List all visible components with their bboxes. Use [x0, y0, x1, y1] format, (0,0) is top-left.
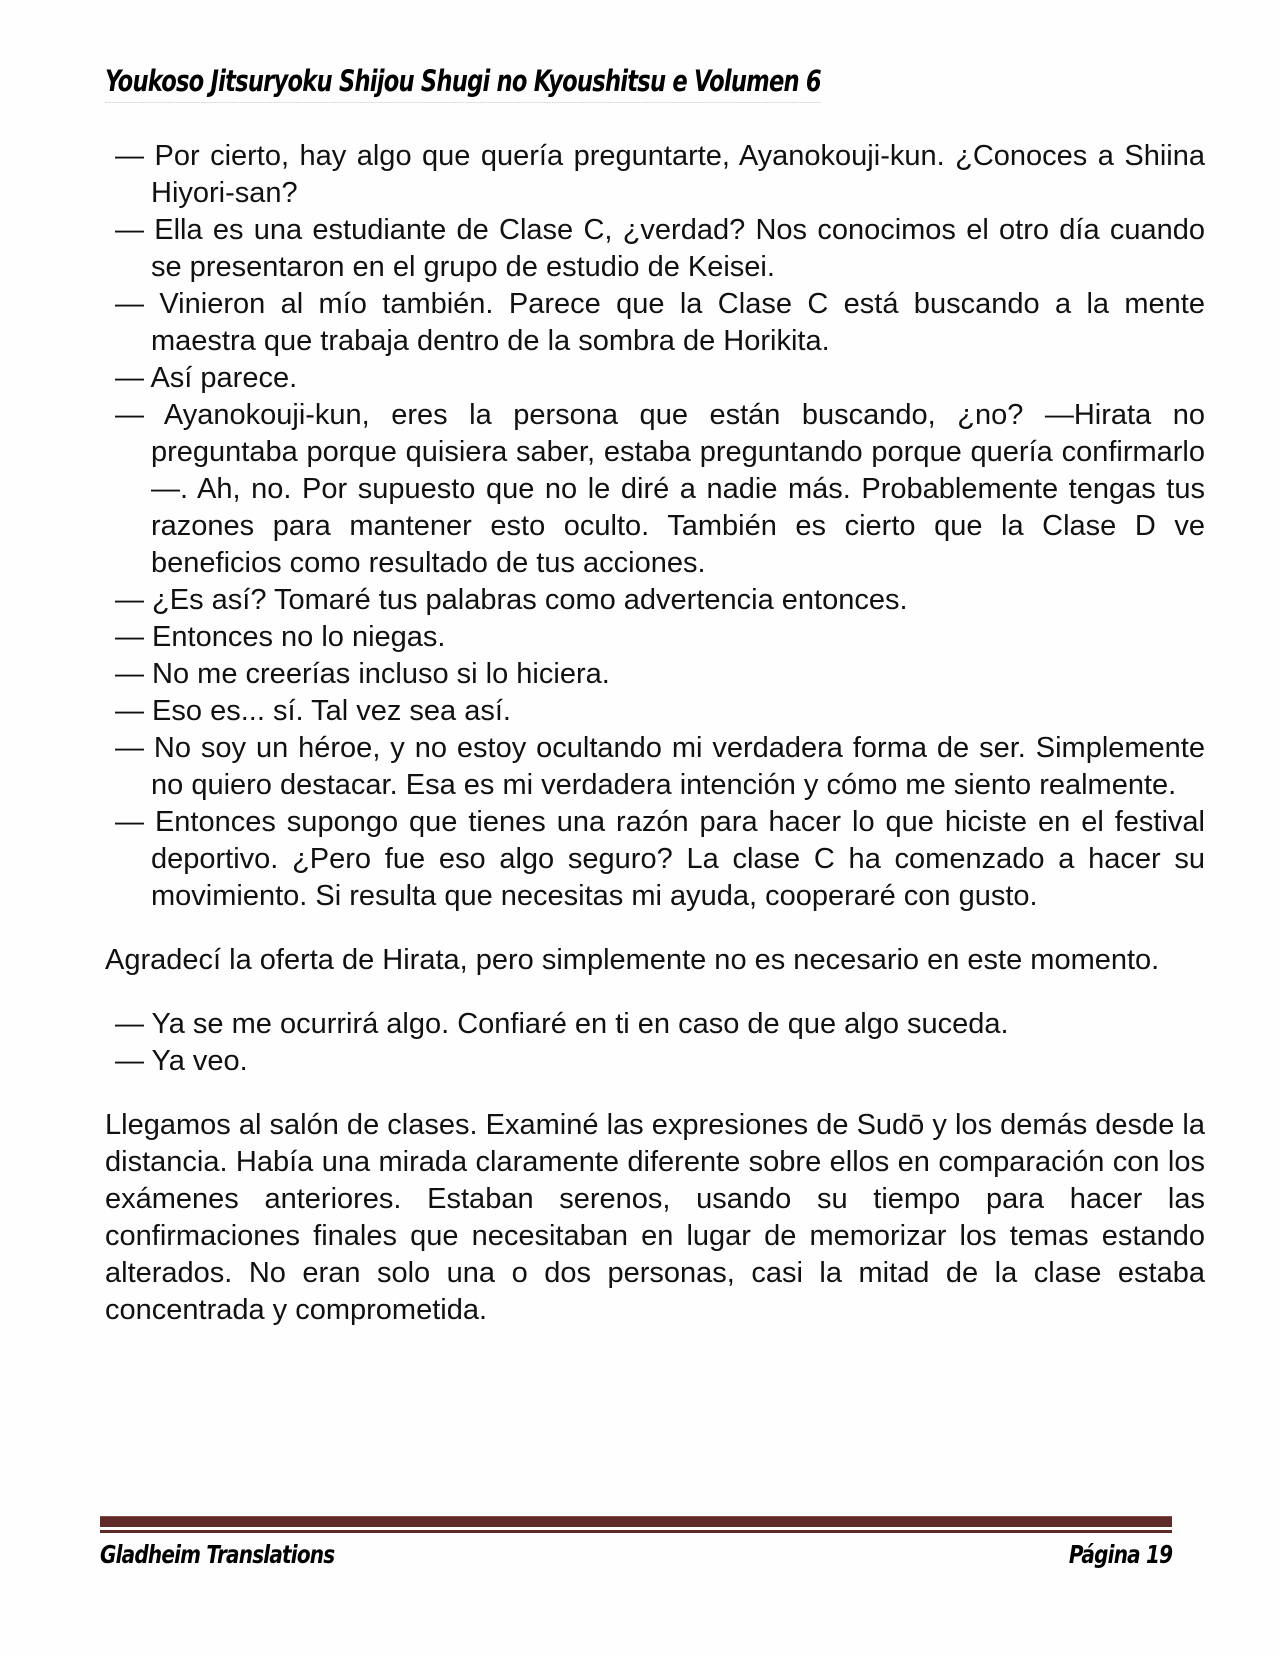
paragraph-dialogue: — No soy un héroe, y no estoy ocultando mi verdadera forma de ser. Simplemente no quiero destacar. Esa es mi verdadera intención y cómo me siento realmente.: [115, 732, 1205, 801]
paragraph-dialogue: — Eso es... sí. Tal vez sea así.: [115, 695, 511, 727]
paragraph-dialogue: — ¿Es así? Tomaré tus palabras como advertencia entonces.: [115, 584, 908, 616]
paragraph-dialogue: — Entonces supongo que tienes una razón para hacer lo que hiciste en el festival deportivo. ¿Pero fue eso algo seguro? La clase C ha comenzado a hacer su movimiento. Si resulta que necesitas mi ayuda, cooperaré con gusto.: [115, 806, 1205, 912]
paragraph-dialogue: — Vinieron al mío también. Parece que la Clase C está buscando a la mente maestra que trabaja dentro de la sombra de Horikita.: [115, 288, 1205, 357]
paragraph-dialogue: — Ella es una estudiante de Clase C, ¿verdad? Nos conocimos el otro día cuando se presentaron en el grupo de estudio de Keisei.: [115, 214, 1205, 283]
paragraph-dialogue: — Ya veo.: [115, 1045, 248, 1077]
paragraph-dialogue: — Ayanokouji-kun, eres la persona que están buscando, ¿no? —Hirata no preguntaba porque quisiera saber, estaba preguntando porque quería confirmarlo—. Ah, no. Por supuesto que no le diré a nadie más. Probablemente tengas tus razones para mantener esto oculto. También es cierto que la Clase D ve beneficios como resultado de tus acciones.: [115, 399, 1205, 579]
footer-page-number: Página 19: [1068, 1540, 1172, 1569]
paragraph-narration: Agradecí la oferta de Hirata, pero simplemente no es necesario en este momento.: [105, 944, 1160, 976]
header-title: Youkoso Jitsuryoku Shijou Shugi no Kyoushitsu e Volumen 6: [105, 64, 821, 103]
paragraph-dialogue: — Por cierto, hay algo que quería preguntarte, Ayanokouji-kun. ¿Conoces a Shiina Hiyori-san?: [115, 140, 1205, 209]
page-header: [105, 64, 1205, 103]
paragraph-dialogue: — Entonces no lo niegas.: [115, 621, 446, 653]
footer-rule-thin: [100, 1530, 1172, 1533]
paragraph-dialogue: — Así parece.: [115, 362, 298, 394]
paragraph-narration: Llegamos al salón de clases. Examiné las expresiones de Sudō y los demás desde la distancia. Había una mirada claramente diferente sobre ellos en comparación con los exámenes anteriores. Estaban serenos, usando su tiempo para hacer las confirmaciones finales que necesitaban en lugar de memorizar los temas estando alterados. No eran solo una o dos personas, casi la mitad de la clase estaba concentrada y comprometida.: [105, 1109, 1205, 1326]
footer-rule-thick: [100, 1516, 1172, 1527]
paragraph-dialogue: — Ya se me ocurrirá algo. Confiaré en ti en caso de que algo suceda.: [115, 1008, 1009, 1040]
paragraph-dialogue: — No me creerías incluso si lo hiciera.: [115, 658, 610, 690]
body-text: [105, 138, 1205, 1356]
footer-translator-name: Gladheim Translations: [100, 1540, 335, 1569]
page-footer: [100, 1516, 1172, 1569]
